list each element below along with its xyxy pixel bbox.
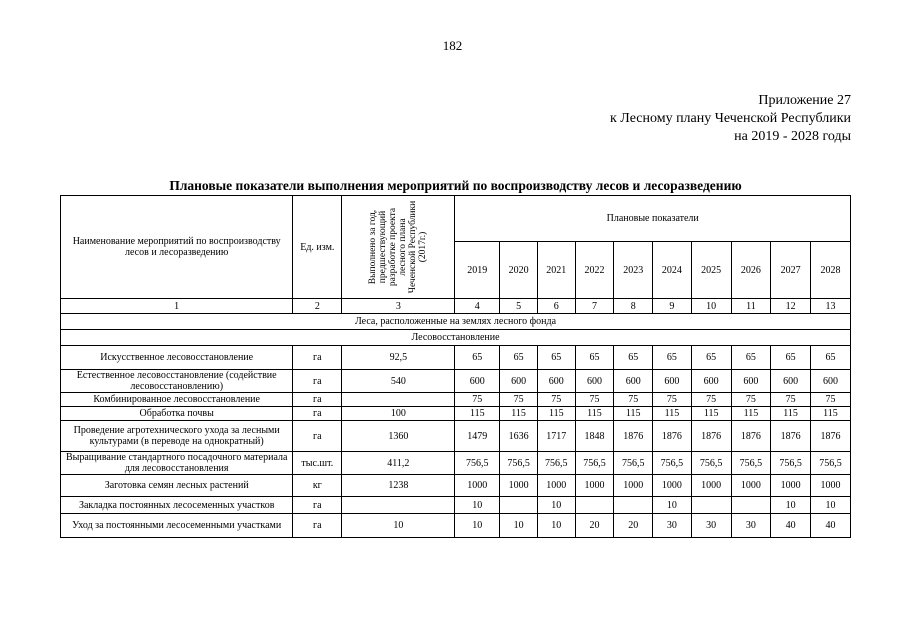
done-value: 100 (342, 407, 455, 421)
header-column-numbers (61, 299, 851, 314)
planned-value: 1876 (771, 421, 811, 452)
column-number: 4 (455, 299, 500, 314)
planned-value: 65 (653, 346, 692, 370)
unit-cell: га (293, 407, 342, 421)
planned-value: 1000 (537, 475, 575, 497)
appendix-line-3: на 2019 - 2028 годы (734, 129, 851, 144)
planned-value: 115 (771, 407, 811, 421)
planned-value: 1876 (653, 421, 692, 452)
header-done-text: Выполнено за год, предшествующий разработке проекта лесного плана Чеченской Республики (2017г.) (368, 200, 429, 294)
planned-value: 756,5 (614, 452, 653, 475)
planned-value: 65 (771, 346, 811, 370)
planned-value: 75 (653, 393, 692, 407)
section-forest-fund: Леса, расположенные на землях лесного фонда (61, 314, 851, 330)
header-unit-col: Ед. изм. (293, 196, 342, 299)
planned-value (731, 497, 771, 514)
column-number: 5 (500, 299, 538, 314)
planned-value: 65 (614, 346, 653, 370)
planned-value: 65 (455, 346, 500, 370)
planned-value: 115 (810, 407, 850, 421)
planned-value: 1000 (653, 475, 692, 497)
activity-name: Комбинированное лесовосстановление (61, 393, 293, 407)
planned-value: 756,5 (575, 452, 614, 475)
table-row (61, 497, 851, 514)
done-value: 1360 (342, 421, 455, 452)
unit-cell: га (293, 370, 342, 393)
planned-value: 115 (691, 407, 731, 421)
header-name-col: Наименование мероприятий по воспроизводству лесов и лесоразведению (61, 196, 293, 299)
planned-value: 1000 (500, 475, 538, 497)
planned-value (691, 497, 731, 514)
unit-cell: га (293, 421, 342, 452)
header-year: 2024 (653, 242, 692, 299)
planned-value: 30 (653, 514, 692, 538)
column-number: 1 (61, 299, 293, 314)
done-value (342, 497, 455, 514)
header-year: 2025 (691, 242, 731, 299)
activity-name: Заготовка семян лесных растений (61, 475, 293, 497)
activity-name: Закладка постоянных лесосеменных участков (61, 497, 293, 514)
unit-cell: га (293, 393, 342, 407)
appendix-line-1: Приложение 27 (758, 93, 851, 108)
header-year: 2019 (455, 242, 500, 299)
planned-value: 756,5 (537, 452, 575, 475)
planned-value: 65 (691, 346, 731, 370)
table-row (61, 393, 851, 407)
planned-value: 1000 (810, 475, 850, 497)
planned-value: 75 (537, 393, 575, 407)
activity-name: Выращивание стандартного посадочного материала для лесовосстановления (61, 452, 293, 475)
table-row (61, 514, 851, 538)
planned-value: 1848 (575, 421, 614, 452)
planned-value: 1876 (691, 421, 731, 452)
planned-value: 600 (691, 370, 731, 393)
activity-name: Естественное лесовосстановление (содействие лесовосстановлению) (61, 370, 293, 393)
planned-value: 1636 (500, 421, 538, 452)
section-reforestation: Лесовосстановление (61, 330, 851, 346)
planned-value: 1000 (691, 475, 731, 497)
plan-table (60, 195, 851, 538)
planned-value: 40 (771, 514, 811, 538)
activity-name: Обработка почвы (61, 407, 293, 421)
planned-value: 115 (653, 407, 692, 421)
column-number: 8 (614, 299, 653, 314)
column-number: 2 (293, 299, 342, 314)
planned-value: 1876 (731, 421, 771, 452)
activity-name: Проведение агротехнического ухода за лесными культурами (в переводе на однократный) (61, 421, 293, 452)
planned-value: 40 (810, 514, 850, 538)
planned-value (500, 497, 538, 514)
planned-value: 10 (500, 514, 538, 538)
planned-value: 756,5 (500, 452, 538, 475)
column-number: 3 (342, 299, 455, 314)
page-number: 182 (442, 38, 463, 53)
planned-value: 1479 (455, 421, 500, 452)
planned-value: 75 (731, 393, 771, 407)
planned-value: 20 (575, 514, 614, 538)
planned-value: 1000 (731, 475, 771, 497)
planned-value: 10 (771, 497, 811, 514)
done-value: 540 (342, 370, 455, 393)
table-row (61, 346, 851, 370)
planned-value: 600 (810, 370, 850, 393)
planned-value: 10 (810, 497, 850, 514)
done-value (342, 393, 455, 407)
planned-value: 10 (653, 497, 692, 514)
unit-cell: га (293, 514, 342, 538)
planned-value: 1717 (537, 421, 575, 452)
planned-value: 756,5 (731, 452, 771, 475)
planned-value: 115 (455, 407, 500, 421)
planned-value: 115 (731, 407, 771, 421)
planned-value: 75 (810, 393, 850, 407)
column-number: 6 (537, 299, 575, 314)
planned-value: 600 (575, 370, 614, 393)
header-year: 2022 (575, 242, 614, 299)
planned-value: 600 (731, 370, 771, 393)
planned-value: 65 (575, 346, 614, 370)
planned-value: 600 (537, 370, 575, 393)
planned-value: 115 (500, 407, 538, 421)
header-planned: Плановые показатели (455, 196, 851, 242)
column-number: 7 (575, 299, 614, 314)
planned-value: 600 (455, 370, 500, 393)
activity-name: Искусственное лесовосстановление (61, 346, 293, 370)
planned-value: 65 (537, 346, 575, 370)
planned-value: 756,5 (455, 452, 500, 475)
table-row (61, 475, 851, 497)
planned-value: 115 (614, 407, 653, 421)
unit-cell: тыс.шт. (293, 452, 342, 475)
column-number: 13 (810, 299, 850, 314)
planned-value: 600 (614, 370, 653, 393)
planned-value: 30 (731, 514, 771, 538)
unit-cell: га (293, 497, 342, 514)
planned-value: 756,5 (771, 452, 811, 475)
planned-value: 10 (455, 497, 500, 514)
table-row (61, 452, 851, 475)
column-number: 10 (691, 299, 731, 314)
header-year: 2026 (731, 242, 771, 299)
header-year: 2020 (500, 242, 538, 299)
planned-value: 1000 (455, 475, 500, 497)
planned-value: 1876 (810, 421, 850, 452)
planned-value: 756,5 (691, 452, 731, 475)
planned-value: 1000 (771, 475, 811, 497)
planned-value: 1000 (575, 475, 614, 497)
planned-value: 65 (810, 346, 850, 370)
header-year: 2027 (771, 242, 811, 299)
table-row (61, 370, 851, 393)
planned-value: 756,5 (653, 452, 692, 475)
planned-value: 10 (455, 514, 500, 538)
planned-value: 75 (691, 393, 731, 407)
header-year: 2028 (810, 242, 850, 299)
planned-value: 75 (455, 393, 500, 407)
planned-value: 1876 (614, 421, 653, 452)
planned-value: 115 (575, 407, 614, 421)
planned-value: 10 (537, 497, 575, 514)
planned-value: 756,5 (810, 452, 850, 475)
column-number: 9 (653, 299, 692, 314)
planned-value: 600 (500, 370, 538, 393)
column-number: 11 (731, 299, 771, 314)
table-row (61, 421, 851, 452)
planned-value (614, 497, 653, 514)
planned-value: 600 (653, 370, 692, 393)
planned-value: 20 (614, 514, 653, 538)
unit-cell: кг (293, 475, 342, 497)
planned-value: 1000 (614, 475, 653, 497)
column-number: 12 (771, 299, 811, 314)
planned-value: 75 (500, 393, 538, 407)
done-value: 92,5 (342, 346, 455, 370)
unit-cell: га (293, 346, 342, 370)
planned-value: 75 (575, 393, 614, 407)
appendix-header (610, 92, 851, 146)
done-value: 10 (342, 514, 455, 538)
activity-name: Уход за постоянными лесосеменными участками (61, 514, 293, 538)
planned-value: 600 (771, 370, 811, 393)
planned-value: 10 (537, 514, 575, 538)
planned-value: 115 (537, 407, 575, 421)
appendix-line-2: к Лесному плану Чеченской Республики (610, 111, 851, 126)
planned-value: 65 (731, 346, 771, 370)
table-title: Плановые показатели выполнения мероприятий по воспроизводству лесов и лесоразведению (169, 178, 742, 193)
header-year: 2023 (614, 242, 653, 299)
done-value: 411,2 (342, 452, 455, 475)
header-year: 2021 (537, 242, 575, 299)
header-done-col (342, 196, 455, 299)
planned-value (575, 497, 614, 514)
planned-value: 75 (771, 393, 811, 407)
planned-value: 65 (500, 346, 538, 370)
planned-value: 30 (691, 514, 731, 538)
table-row (61, 407, 851, 421)
done-value: 1238 (342, 475, 455, 497)
planned-value: 75 (614, 393, 653, 407)
